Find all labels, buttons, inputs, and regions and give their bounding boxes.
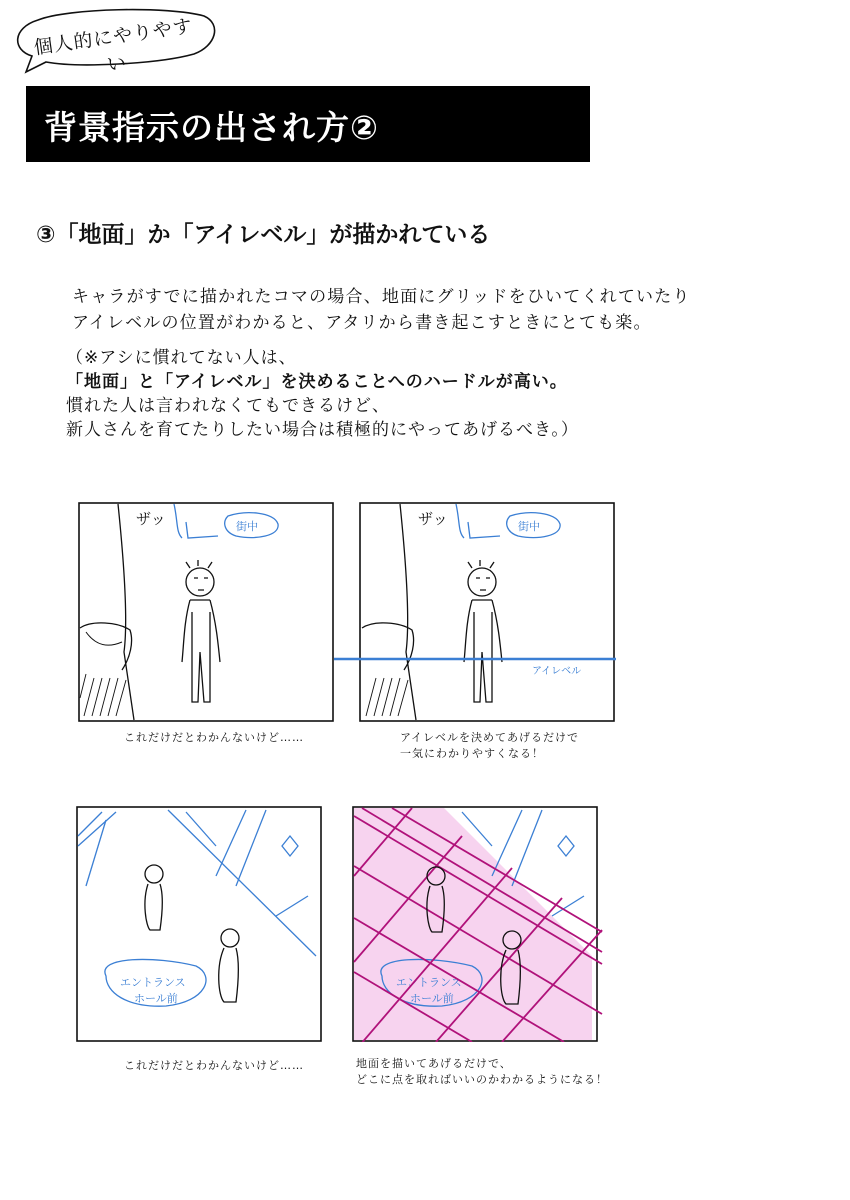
- entrance-label-line-1: エントランス: [120, 976, 186, 989]
- eye-level-label: アイレベル: [532, 666, 582, 677]
- sfx-text-2: ザッ: [418, 510, 448, 528]
- note-line-4: 新人さんを育てたりしたい場合は積極的にやってあげるべき。）: [66, 420, 579, 440]
- section-subheading: ③「地面」か「アイレベル」が描かれている: [36, 222, 491, 248]
- caption-bottom-right-line-2: どこに点を取ればいいのかわかるようになる！: [356, 1073, 608, 1086]
- note-line-2: 「地面」と「アイレベル」を決めることへのハードルが高い。: [66, 372, 568, 392]
- sign-label: 街中: [236, 520, 258, 533]
- entrance-label-line-1-b: エントランス: [396, 976, 462, 989]
- entrance-label-line-2: ホール前: [134, 992, 178, 1005]
- panel-floor-grid: [352, 806, 604, 1042]
- paragraph-line-1: キャラがすでに描かれたコマの場合、地面にグリッドをひいてくれていたり: [72, 287, 691, 307]
- panel-character-eye-level: [332, 502, 622, 722]
- sign-label-2: 街中: [518, 520, 540, 533]
- caption-bottom-left: これだけだとわかんないけど……: [124, 1059, 304, 1072]
- entrance-label-line-2-b: ホール前: [410, 992, 454, 1005]
- panel-character-plain: [78, 502, 334, 722]
- note-line-1: （※アシに慣れてない人は、: [66, 348, 297, 368]
- note-line-3: 慣れた人は言われなくてもできるけど、: [66, 396, 390, 416]
- caption-bottom-right-line-1: 地面を描いてあげるだけで、: [356, 1057, 512, 1070]
- paragraph-line-2: アイレベルの位置がわかると、アタリから書き起こすときにとても楽。: [72, 313, 652, 333]
- caption-top-left: これだけだとわかんないけど……: [124, 731, 304, 744]
- caption-top-right-line-2: 一気にわかりやすくなる！: [400, 747, 544, 760]
- bubble-text: 個人的にやりやすい: [32, 15, 195, 77]
- caption-top-right-line-1: アイレベルを決めてあげるだけで: [400, 731, 580, 744]
- sfx-text: ザッ: [136, 510, 166, 528]
- panel-floor-plain: [76, 806, 322, 1042]
- page-title: 背景指示の出され方②: [44, 108, 379, 147]
